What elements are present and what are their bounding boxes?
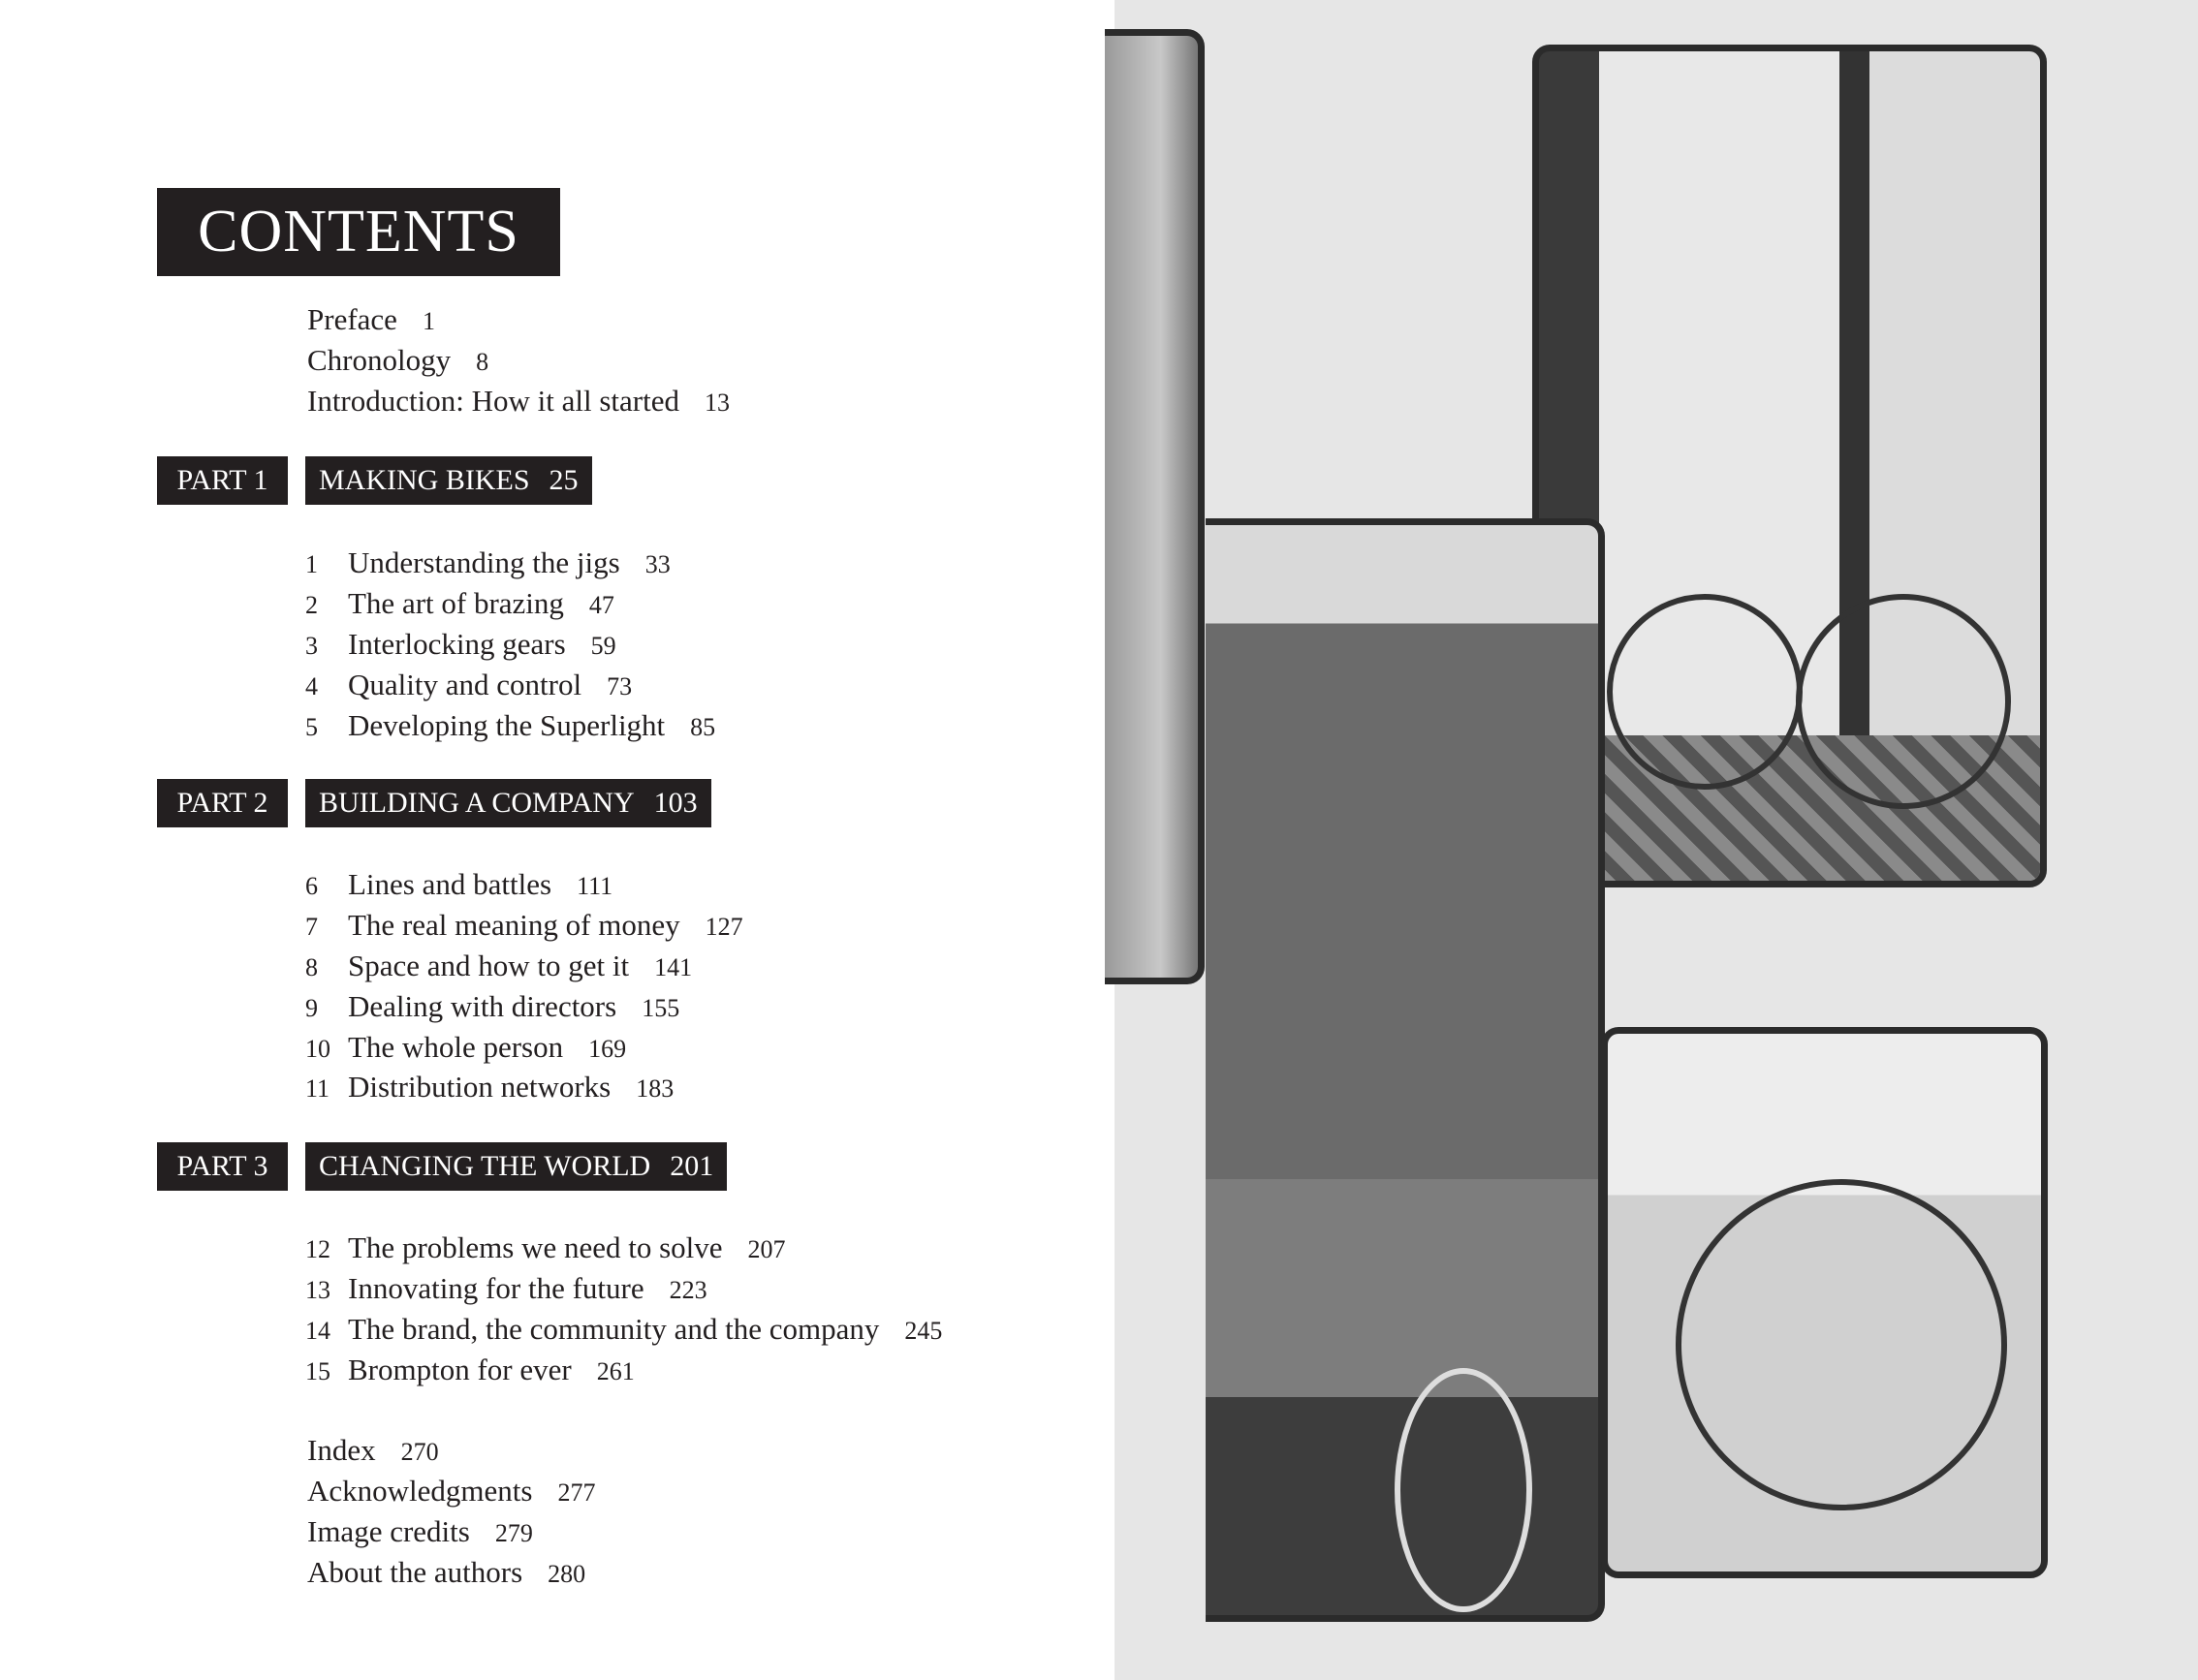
part-2-title[interactable] <box>305 779 711 827</box>
entry-page: 279 <box>494 1519 533 1547</box>
part-page: 103 <box>653 787 698 819</box>
chapter-title: The real meaning of money <box>348 908 680 942</box>
chapter-number: 1 <box>305 550 318 578</box>
chapter-page: 85 <box>690 713 716 741</box>
part-3-label: PART 3 <box>157 1142 288 1191</box>
entry-label: Introduction: How it all started <box>307 384 679 418</box>
toc-entry-index[interactable] <box>307 1431 439 1472</box>
toc-chapter[interactable] <box>305 987 679 1028</box>
chapter-page: 73 <box>607 672 633 700</box>
chapter-page: 33 <box>644 550 671 578</box>
chapter-page: 127 <box>705 913 743 941</box>
chapter-title: The problems we need to solve <box>348 1230 723 1264</box>
toc-chapter[interactable] <box>305 906 743 947</box>
part-2-label: PART 2 <box>157 779 288 827</box>
chapter-number: 6 <box>305 872 318 900</box>
entry-page: 1 <box>422 307 435 335</box>
bike-wheel <box>1676 1179 2007 1510</box>
chapter-number: 10 <box>305 1035 330 1063</box>
part-page: 201 <box>670 1150 714 1182</box>
chapter-page: 169 <box>588 1035 627 1063</box>
chapter-number: 2 <box>305 591 318 619</box>
chapter-title: Innovating for the future <box>348 1271 644 1305</box>
photo-unfolded-bike-with-woman <box>1532 45 2047 887</box>
chapter-page: 245 <box>904 1317 943 1345</box>
bike-wheel <box>1796 594 2011 809</box>
bike-wheel <box>1607 594 1803 790</box>
chapter-number: 11 <box>305 1074 330 1103</box>
toc-chapter[interactable] <box>305 865 612 906</box>
chapter-page: 141 <box>654 953 693 981</box>
chapter-page: 155 <box>642 994 680 1022</box>
toc-chapter[interactable] <box>305 947 692 987</box>
toc-chapter[interactable] <box>305 625 616 666</box>
chapter-number: 4 <box>305 672 318 700</box>
toc-entry-preface[interactable] <box>307 300 435 341</box>
toc-chapter[interactable] <box>305 666 632 706</box>
entry-label: Chronology <box>307 343 452 377</box>
chapter-page: 207 <box>747 1235 786 1263</box>
toc-entry-image-credits[interactable] <box>307 1512 533 1553</box>
chapter-title: Brompton for ever <box>348 1353 572 1386</box>
chapter-title: The art of brazing <box>348 586 564 620</box>
chapter-title: The whole person <box>348 1030 564 1064</box>
toc-entry-about-authors[interactable] <box>307 1553 585 1594</box>
toc-chapter[interactable] <box>305 1068 674 1108</box>
toc-chapter[interactable] <box>305 544 671 584</box>
chapter-page: 111 <box>577 872 613 900</box>
toc-chapter[interactable] <box>305 584 614 625</box>
toc-chapter[interactable] <box>305 1028 626 1069</box>
entry-page: 277 <box>557 1478 596 1507</box>
chapter-title: Quality and control <box>348 668 582 701</box>
chapter-page: 261 <box>596 1357 635 1385</box>
chapter-title: Distribution networks <box>348 1070 612 1104</box>
part-1-title[interactable] <box>305 456 592 505</box>
photo-man-riding-bike <box>1206 518 1605 1622</box>
toc-chapter[interactable] <box>305 1269 707 1310</box>
entry-page: 270 <box>400 1438 439 1466</box>
chapter-title: Dealing with directors <box>348 989 617 1023</box>
toc-entry-acknowledgments[interactable] <box>307 1472 595 1512</box>
chapter-number: 7 <box>305 913 318 941</box>
chapter-number: 9 <box>305 994 318 1022</box>
bike-wheel <box>1395 1368 1532 1612</box>
entry-label: Index <box>307 1433 376 1467</box>
toc-chapter[interactable] <box>305 706 715 747</box>
toc-entry-chronology[interactable] <box>307 341 488 382</box>
chapter-page: 59 <box>590 632 616 660</box>
chapter-number: 15 <box>305 1357 330 1385</box>
entry-label: Acknowledgments <box>307 1474 533 1508</box>
entry-label: About the authors <box>307 1555 523 1589</box>
entry-page: 280 <box>548 1560 586 1588</box>
part-3-title[interactable] <box>305 1142 727 1191</box>
chapter-page: 183 <box>636 1074 675 1103</box>
part-title-text: CHANGING THE WORLD <box>319 1150 651 1182</box>
photo-folded-bike <box>1601 1027 2048 1578</box>
chapter-page: 47 <box>588 591 614 619</box>
chapter-number: 14 <box>305 1317 330 1345</box>
toc-chapter[interactable] <box>305 1229 786 1269</box>
part-page: 25 <box>549 464 579 496</box>
part-title-text: MAKING BIKES <box>319 464 530 496</box>
chapter-number: 8 <box>305 953 318 981</box>
chapter-title: Space and how to get it <box>348 949 630 982</box>
part-1-label: PART 1 <box>157 456 288 505</box>
chapter-page: 223 <box>669 1276 707 1304</box>
toc-chapter[interactable] <box>305 1351 635 1391</box>
photo-bike-partial <box>1105 29 1205 984</box>
chapter-number: 12 <box>305 1235 330 1263</box>
entry-label: Preface <box>307 302 397 336</box>
entry-label: Image credits <box>307 1514 470 1548</box>
chapter-number: 13 <box>305 1276 330 1304</box>
chapter-number: 5 <box>305 713 318 741</box>
entry-page: 13 <box>704 389 730 417</box>
chapter-title: Lines and battles <box>348 867 552 901</box>
toc-entry-introduction[interactable] <box>307 382 730 422</box>
entry-page: 8 <box>476 348 489 376</box>
chapter-title: Understanding the jigs <box>348 545 620 579</box>
toc-chapter[interactable] <box>305 1310 942 1351</box>
chapter-title: Developing the Superlight <box>348 708 666 742</box>
page-title: CONTENTS <box>157 188 560 276</box>
chapter-number: 3 <box>305 632 318 660</box>
chapter-title: The brand, the community and the company <box>348 1312 880 1346</box>
chapter-title: Interlocking gears <box>348 627 566 661</box>
part-title-text: BUILDING A COMPANY <box>319 787 635 819</box>
